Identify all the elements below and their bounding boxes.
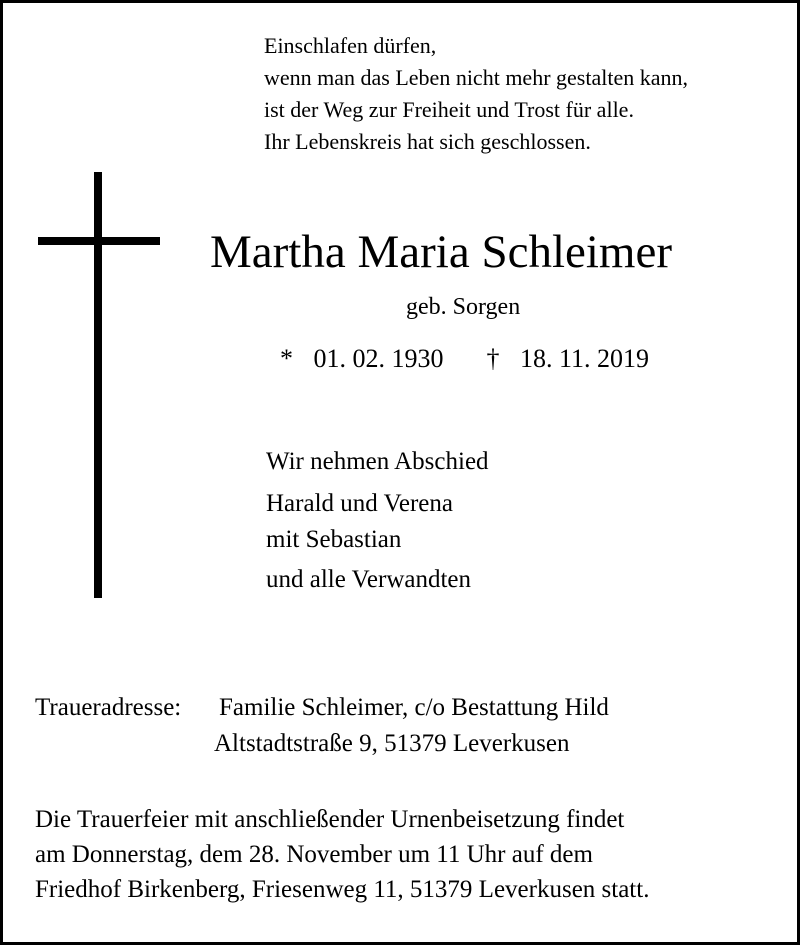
poem-line-3: ist der Weg zur Freiheit und Trost für alle.	[264, 97, 634, 122]
life-dates	[280, 341, 649, 377]
death-date: 18. 11. 2019	[520, 344, 650, 373]
birth-symbol: *	[280, 344, 293, 373]
service-line-2: am Donnerstag, dem 28. November um 11 Uhr auf dem	[35, 841, 593, 868]
deceased-name: Martha Maria Schleimer	[210, 226, 672, 278]
service-info	[35, 802, 649, 907]
address-label: Traueradresse:	[35, 694, 182, 721]
poem-line-2: wenn man das Leben nicht mehr gestalten kann,	[264, 65, 688, 90]
birth-date: 01. 02. 1930	[313, 344, 444, 373]
cross-horizontal-bar	[38, 237, 160, 245]
service-line-3: Friedhof Birkenberg, Friesenweg 11, 51379 Leverkusen statt.	[35, 876, 650, 903]
death-symbol: †	[486, 344, 500, 373]
mourner-line-3: und alle Verwandten	[266, 566, 472, 593]
mourners-block	[266, 444, 489, 598]
cross-vertical-bar	[94, 172, 102, 598]
maiden-name: geb. Sorgen	[406, 294, 521, 320]
address-line-1: Familie Schleimer, c/o Bestattung Hild	[219, 694, 609, 721]
service-line-1: Die Trauerfeier mit anschließender Urnenbeisetzung findet	[35, 806, 625, 833]
farewell-line: Wir nehmen Abschied	[266, 448, 489, 475]
address-line-2: Altstadtstraße 9, 51379 Leverkusen	[214, 730, 570, 757]
mourner-line-2: mit Sebastian	[266, 526, 402, 553]
poem-line-1: Einschlafen dürfen,	[264, 33, 437, 58]
poem-line-4: Ihr Lebenskreis hat sich geschlossen.	[264, 129, 591, 154]
poem	[264, 30, 688, 158]
mourner-line-1: Harald und Verena	[266, 490, 453, 517]
